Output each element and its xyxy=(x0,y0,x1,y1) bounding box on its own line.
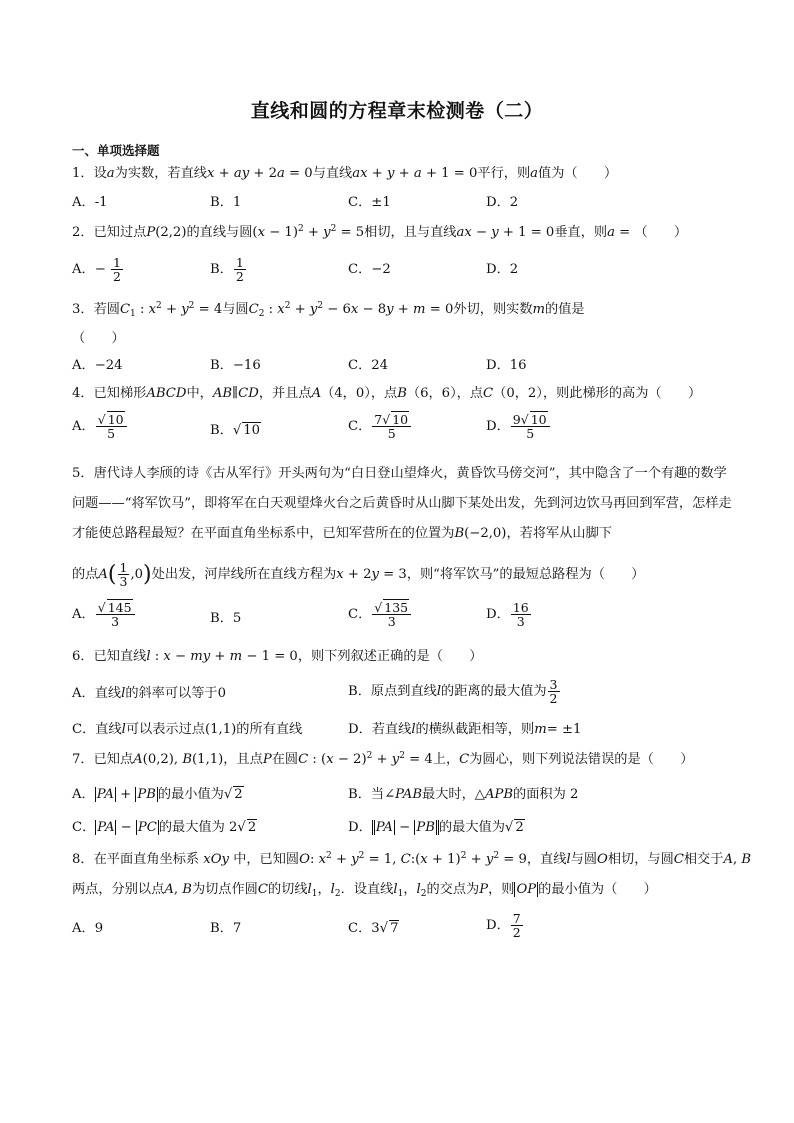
question-8: 8．在平面直角坐标系 xOy 中，已知圆O: $x^2 + y^2 = 1$, C:(x + $1)^2 + y^2 = 9$，直线l与圆O相切，与圆C相交于A, B xyxy=(72,851,752,867)
question-1: 1．设a为实数，若直线x + ay + 2a = 0与直线ax + y + a + 1 = 0平行，则a值为（ ） xyxy=(72,166,618,181)
q1-option-a: A．-1 xyxy=(72,195,108,210)
question-4: 4．已知梯形ABCD中，AB∥CD，并且点A（4，0），点B（6，6），点C（0，2），则此梯形的高为（ ） xyxy=(72,386,702,401)
q5-option-b: B．5 xyxy=(210,611,242,626)
question-5-cont: 的点A( $\frac{1}{3}$ ,0)处出发，河岸线所在直线方程为x + 2y = 3，则“将军饮马”的最短总路程为（ ） xyxy=(72,560,645,590)
q7-option-b: B．当∠PAB最大时，△APB的面积为 2 xyxy=(348,787,579,802)
q4-option-b: B．√ 10 xyxy=(210,423,261,438)
q2-option-c: C．−2 xyxy=(348,262,391,277)
question-5: 5．唐代诗人李颀的诗《古从军行》开头两句为“白日登山望烽火，黄昏饮马傍交河”，其中隐含了一个有趣的数学问题——“将军饮马”，即将军在白天观望烽火台之后黄昏时从山脚下某处出发，先到河边饮马再回到军营，怎样走才能使总路程最短？在平面直角坐标系中，已知军营所在的位置为B(−2,0)，若将军从山脚下 xyxy=(72,466,732,541)
q6-option-c: C．直线l可以表示过点(1,1)的所有直线 xyxy=(72,722,303,737)
q1-option-d: D．2 xyxy=(486,195,519,210)
q8-option-a: A．9 xyxy=(72,921,104,936)
q7-option-a: A． PA + PB 的最小值为√ 2 xyxy=(72,787,243,802)
q3-option-d: D．16 xyxy=(486,358,527,373)
q5-option-c: C． $\frac{√ 135}{3}$ xyxy=(348,601,412,628)
section-heading: 一、单项选择题 xyxy=(72,143,160,158)
q4-option-a: A． $\frac{√ 10}{5}$ xyxy=(72,413,128,440)
q2-option-b: B． $\frac{1}{2}$ xyxy=(210,255,244,285)
q7-option-d: D． PA − PB 的最大值为√ 2 xyxy=(348,820,524,835)
question-8-cont: 两点，分别以点A, B为切点作圆C的切线$l_1$，$l_2$．设直线$l_1$，$l_2$的交点为P，则 OP 的最小值为（ ） xyxy=(72,882,657,899)
q4-option-d: D． $\frac{9√ 10}{5}$ xyxy=(486,413,551,440)
question-3: 3．若圆$C_1$ : $x^2 + y^2 = 4$与圆$C_2$ : $x^2 + y^2 - 6x - 8y + m = 0$外切，则实数m的值是 xyxy=(72,301,585,319)
q3-option-b: B．−16 xyxy=(210,358,261,373)
q6-option-a: A．直线l的斜率可以等于0 xyxy=(72,686,227,701)
q2-option-d: D．2 xyxy=(486,262,519,277)
q3-option-a: A．−24 xyxy=(72,358,123,373)
question-3-answer-paren: （ ） xyxy=(72,331,125,346)
question-7: 7．已知点A(0,2), B(1,1)，且点P在圆C : $(x - 2)^2 + y^2 = 4$上，C为圆心，则下列说法错误的是（ ） xyxy=(72,751,694,767)
q1-option-c: C．±1 xyxy=(348,195,391,210)
q6-option-b: B．原点到直线l的距离的最大值为 $\frac{3}{2}$ xyxy=(348,677,558,707)
q5-option-a: A． $\frac{√ 145}{3}$ xyxy=(72,601,136,628)
page-title: 直线和圆的方程章末检测卷（二） xyxy=(250,100,544,122)
q2-option-a: A．− $\frac{1}{2}$ xyxy=(72,255,121,285)
question-6: 6．已知直线l : x − my + m − 1 = 0，则下列叙述正确的是（ ） xyxy=(72,649,483,664)
q8-option-d: D． $\frac{7}{2}$ xyxy=(486,911,521,941)
q8-option-b: B．7 xyxy=(210,921,242,936)
q6-option-d: D．若直线l的横纵截距相等，则m= ±1 xyxy=(348,722,582,737)
q5-option-d: D． $\frac{16}{3}$ xyxy=(486,600,529,630)
question-2: 2．已知过点P(2,2)的直线与圆$(x - 1)^2 + y^2 = 5$相切，且与直线ax − y + 1 = 0垂直，则a = （ ） xyxy=(72,224,688,240)
q8-option-c: C．3√ 7 xyxy=(348,921,399,936)
q4-option-c: C． $\frac{7√ 10}{5}$ xyxy=(348,413,412,440)
q7-option-c: C． PA − PC 的最大值为 2√ 2 xyxy=(72,820,257,835)
q3-option-c: C．24 xyxy=(348,358,389,373)
q1-option-b: B．1 xyxy=(210,195,242,210)
